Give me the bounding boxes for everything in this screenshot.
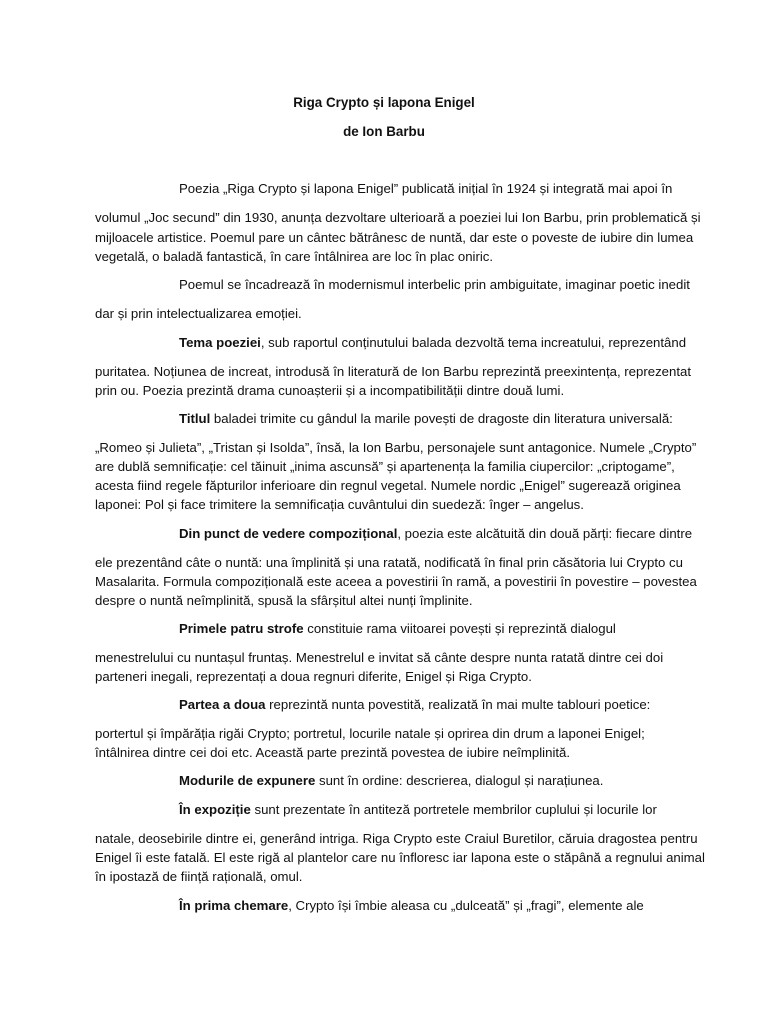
paragraph-first-line	[179, 802, 657, 818]
document-author: de Ion Barbu	[343, 124, 425, 139]
text-line: natale, deosebirile dintre ei, generând intriga. Riga Crypto este Craiul Buretilor, căruia dragostea pentru	[95, 831, 698, 846]
text-line: ele prezentând câte o nuntă: una împlinită și una ratată, nodificată în final prin căsătoria lui Crypto cu	[95, 555, 683, 570]
line-text: , Crypto își îmbie aleasa cu „dulceată” și „fragi”, elemente ale	[288, 898, 644, 913]
line-text: sunt în ordine: descrierea, dialogul și narațiunea.	[315, 773, 604, 788]
lead-phrase: Partea a doua	[179, 697, 266, 712]
text-line: puritatea. Noțiunea de increat, introdusă în literatură de Ion Barbu reprezintă preexintența, reprezentat	[95, 364, 692, 379]
paragraph-first-line	[179, 411, 673, 427]
text-line: „Romeo și Julieta”, „Tristan și Isolda”, însă, la Ion Barbu, personajele sunt antagonice. Numele „Crypto”	[95, 440, 697, 455]
text-line: laponei: Pol și face trimitere la semnificația cuvântului din suedeză: înger – angelus.	[95, 497, 584, 512]
line-text: baladei trimite cu gândul la marile povești de dragoste din literatura universală:	[210, 411, 673, 426]
text-line: despre o nuntă neîmplinită, spusă la sfârșitul altei nunți împlinite.	[95, 593, 473, 608]
paragraph-first-line	[179, 621, 616, 637]
lead-phrase: Modurile de expunere	[179, 773, 316, 788]
text-line: are dublă semnificație: cel tăinuit „inima ascunsă” și apartenența la familia ciupercilor: „criptogame”,	[95, 459, 675, 474]
text-line: Enigel îi este fatală. El este rigă al plantelor care nu înfloresc iar lapona este o stăpână a regnului animal	[95, 850, 705, 865]
text-line: în ipostază de ființă rațională, omul.	[95, 869, 303, 884]
lead-phrase: Tema poeziei	[179, 335, 261, 350]
lead-phrase: Din punct de vedere compozițional	[179, 526, 398, 541]
line-text: sunt prezentate în antiteză portretele membrilor cuplului și locurile lor	[250, 802, 657, 817]
lead-phrase: În prima chemare	[179, 898, 289, 913]
line-text: Poemul se încadrează în modernismul interbelic prin ambiguitate, imaginar poetic inedit	[179, 277, 690, 292]
paragraph-first-line	[179, 526, 692, 542]
lead-phrase: Titlul	[179, 411, 211, 426]
text-line: portertul și împărăția rigăi Crypto; portretul, locurile natale și oprirea din drum a laponei Enigel;	[95, 726, 645, 741]
text-line: volumul „Joc secund” din 1930, anunța dezvoltare ulterioară a poeziei lui Ion Barbu, prin problematică și	[95, 210, 701, 225]
text-line: întâlnirea dintre cei doi etc. Această parte prezintă povestea de iubire neîmplinită.	[95, 745, 571, 760]
text-line: menestrelului cu nuntașul fruntaș. Menestrelul e invitat să cânte despre nunta ratată dintre cei doi	[95, 650, 664, 665]
document-title: Riga Crypto și lapona Enigel	[293, 95, 475, 110]
line-text: reprezintă nunta povestită, realizată în mai multe tablouri poetice:	[265, 697, 651, 712]
text-line: mijloacele artistice. Poemul pare un cântec bătrânesc de nuntă, dar este o poveste de iubire din lumea	[95, 230, 694, 245]
paragraph-first-line	[179, 697, 650, 713]
paragraph-first-line	[179, 773, 603, 789]
line-text: Poezia „Riga Crypto și lapona Enigel” publicată inițial în 1924 și integrată mai apoi în	[179, 181, 673, 196]
text-line: dar și prin intelectualizarea emoției.	[95, 306, 302, 321]
paragraph-first-line	[179, 277, 690, 293]
text-line: acesta fiind regele făpturilor inferioare din regnul vegetal. Numele nordic „Enigel” sugerează originea	[95, 478, 681, 493]
paragraph-first-line	[179, 898, 644, 914]
paragraph-first-line	[179, 181, 672, 197]
paragraph-first-line	[179, 335, 686, 351]
lead-phrase: În expoziție	[179, 802, 251, 817]
text-line: Masalarita. Formula compozițională este aceea a povestirii în ramă, a povestirii în povestire – povestea	[95, 574, 697, 589]
text-line: vegetală, o baladă fantastică, în care întâlnirea are loc în plac oniric.	[95, 249, 494, 264]
text-line: parteneri inegali, reprezentați a doua regnuri diferite, Enigel și Riga Crypto.	[95, 669, 532, 684]
lead-phrase: Primele patru strofe	[179, 621, 304, 636]
text-line: prin ou. Poezia prezintă drama cunoașterii și a incompatibilității dintre două lumi.	[95, 383, 565, 398]
line-text: constituie rama viitoarei povești și reprezintă dialogul	[303, 621, 616, 636]
line-text: , poezia este alcătuită din două părți: fiecare dintre	[397, 526, 693, 541]
line-text: , sub raportul conținutului balada dezvoltă tema increatului, reprezentând	[260, 335, 687, 350]
